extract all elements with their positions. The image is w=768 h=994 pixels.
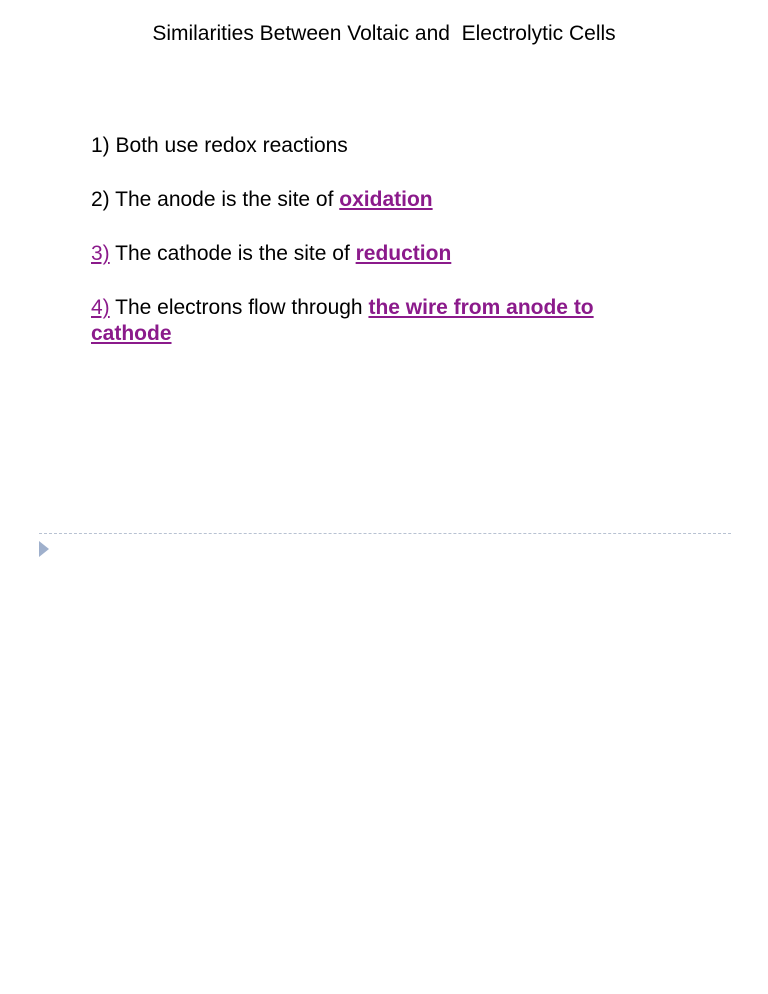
point-text: The cathode is the site of [109,242,356,265]
answer-link-oxidation[interactable]: oxidation [339,188,433,211]
slide-divider [39,533,731,534]
answer-link-reduction[interactable]: reduction [355,242,452,265]
play-arrow-icon[interactable] [39,541,49,557]
list-item [91,133,651,159]
point-text: The electrons flow through [109,296,369,319]
point-number-link[interactable]: 4) [91,296,110,319]
page-title: Similarities Between Voltaic and Electrolytic Cells [152,22,616,45]
point-text: 1) Both use redox reactions [91,134,348,157]
list-item [91,241,651,267]
list-item [91,295,651,347]
answer-link-electron-flow[interactable]: the wire from anode to cathode [91,296,594,345]
similarities-list [91,133,651,375]
list-item [91,187,651,213]
point-text: 2) The anode is the site of [91,188,340,211]
point-number-link[interactable]: 3) [91,242,110,265]
